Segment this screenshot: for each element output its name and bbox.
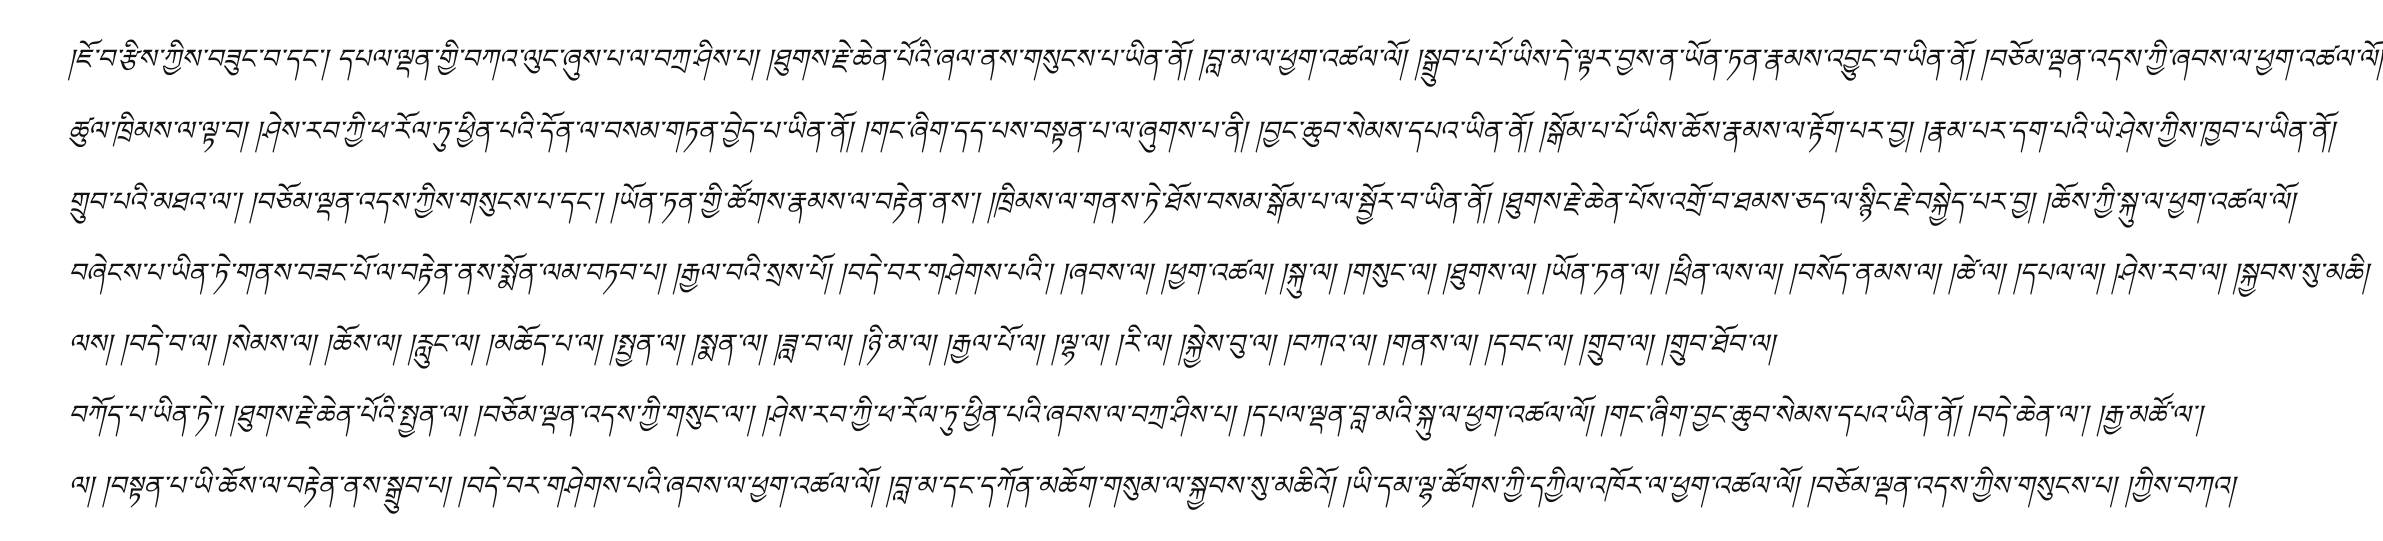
script-line-6: བཀོད་པ་ཡིན་ཏེ་། །ཐུགས་རྗེ་ཆེན་པོའི་སྤྱན་ལ། །བཅོམ་ལྡན་འདས་ཀྱི་གསུང་ལ་། །ཤེས་རབ་ཀྱི་ཕ་རོལ་ཏུ་ཕྱིན་པའི་ཞབས་ལ་བཀྲ་ཤིས་པ། །དཔལ་ལྡན་བླ་མའི་སྐུ་ལ་ཕྱག་འཚལ་ལོ། །གང་ཞིག་བྱང་ཆུབ་སེམས་དཔའ་ཡིན་ནོ། །བདེ་ཆེན་ལ་། །རྒྱ་མཚོ་ལ་། [68,400,2203,431]
manuscript-page [68,38,2383,508]
script-line-4: བཞེངས་པ་ཡིན་ཏེ་གནས་བཟང་པོ་ལ་བརྟེན་ནས་སྨོན་ལམ་བཏབ་པ། །རྒྱལ་བའི་སྲས་པོ། །བདེ་བར་གཤེགས་པའི་། །ཞབས་ལ། །ཕྱག་འཚལ། །སྐུ་ལ། །གསུང་ལ། །ཐུགས་ལ། །ཡོན་ཏན་ལ། །ཕྲིན་ལས་ལ། །བསོད་ནམས་ལ། །ཚེ་ལ། །དཔལ་ལ། །ཤེས་རབ་ལ། །སྐྱབས་སུ་མཆི། [68,258,2369,289]
script-line-7: ལ། །བསྟན་པ་ཡི་ཆོས་ལ་བརྟེན་ནས་སྒྲུབ་པ། །བདེ་བར་གཤེགས་པའི་ཞབས་ལ་ཕྱག་འཚལ་ལོ། །བླ་མ་དང་དཀོན་མཆོག་གསུམ་ལ་སྐྱབས་སུ་མཆིའོ། །ཡི་དམ་ལྷ་ཚོགས་ཀྱི་དཀྱིལ་འཁོར་ལ་ཕྱག་འཚལ་ལོ། །བཅོམ་ལྡན་འདས་ཀྱིས་གསུངས་པ། །ཀྱིས་བཀའ། [68,471,2235,502]
script-line-5: ལས། །བདེ་བ་ལ། །སེམས་ལ། །ཆོས་ལ། །རླུང་ལ། །མཆོད་པ་ལ། །སྤྱན་ལ། །སྨན་ལ། །ཟླ་བ་ལ། །ཉི་མ་ལ། །རྒྱལ་པོ་ལ། །ལྷ་ལ། །རི་ལ། །སྐྱེས་བུ་ལ། །བཀའ་ལ། །གནས་ལ། །དབང་ལ། །གྲུབ་ལ། །གྲུབ་ཐོབ་ལ། [68,329,1775,360]
script-line-3: གྲུབ་པའི་མཐའ་ལ་། །བཅོམ་ལྡན་འདས་ཀྱིས་གསུངས་པ་དང་། །ཡོན་ཏན་གྱི་ཚོགས་རྣམས་ལ་བརྟེན་ནས་། །ཁྲིམས་ལ་གནས་ཏེ་ཐོས་བསམ་སྒོམ་པ་ལ་སྦྱོར་བ་ཡིན་ནོ། །ཐུགས་རྗེ་ཆེན་པོས་འགྲོ་བ་ཐམས་ཅད་ལ་སྙིང་རྗེ་བསྐྱེད་པར་བྱ། །ཆོས་ཀྱི་སྐུ་ལ་ཕྱག་འཚལ་ལོ། [68,187,2295,218]
script-line-2: ཚུལ་ཁྲིམས་ལ་ལྟ་བ། །ཤེས་རབ་ཀྱི་ཕ་རོལ་ཏུ་ཕྱིན་པའི་དོན་ལ་བསམ་གཏན་བྱེད་པ་ཡིན་ནོ། །གང་ཞིག་དད་པས་བསྟན་པ་ལ་ཞུགས་པ་ནི། །བྱང་ཆུབ་སེམས་དཔའ་ཡིན་ནོ། །སྒོམ་པ་པོ་ཡིས་ཆོས་རྣམས་ལ་རྟོག་པར་བྱ། །རྣམ་པར་དག་པའི་ཡེ་ཤེས་ཀྱིས་ཁྱབ་པ་ཡིན་ནོ། [68,116,2335,147]
script-line-1: །ཇོ་བ་རྩིས་ཀྱིས་བཟུང་བ་དང་། དཔལ་ལྡན་གྱི་བཀའ་ལུང་ཞུས་པ་ལ་བཀྲ་ཤིས་པ། །ཐུགས་རྗེ་ཆེན་པོའི་ཞལ་ནས་གསུངས་པ་ཡིན་ནོ། །བླ་མ་ལ་ཕྱག་འཚལ་ལོ། །སྒྲུབ་པ་པོ་ཡིས་དེ་ལྟར་བྱས་ན་ཡོན་ཏན་རྣམས་འབྱུང་བ་ཡིན་ནོ། །བཅོམ་ལྡན་འདས་ཀྱི་ཞབས་ལ་ཕྱག་འཚལ་ལོ། [68,44,2383,75]
